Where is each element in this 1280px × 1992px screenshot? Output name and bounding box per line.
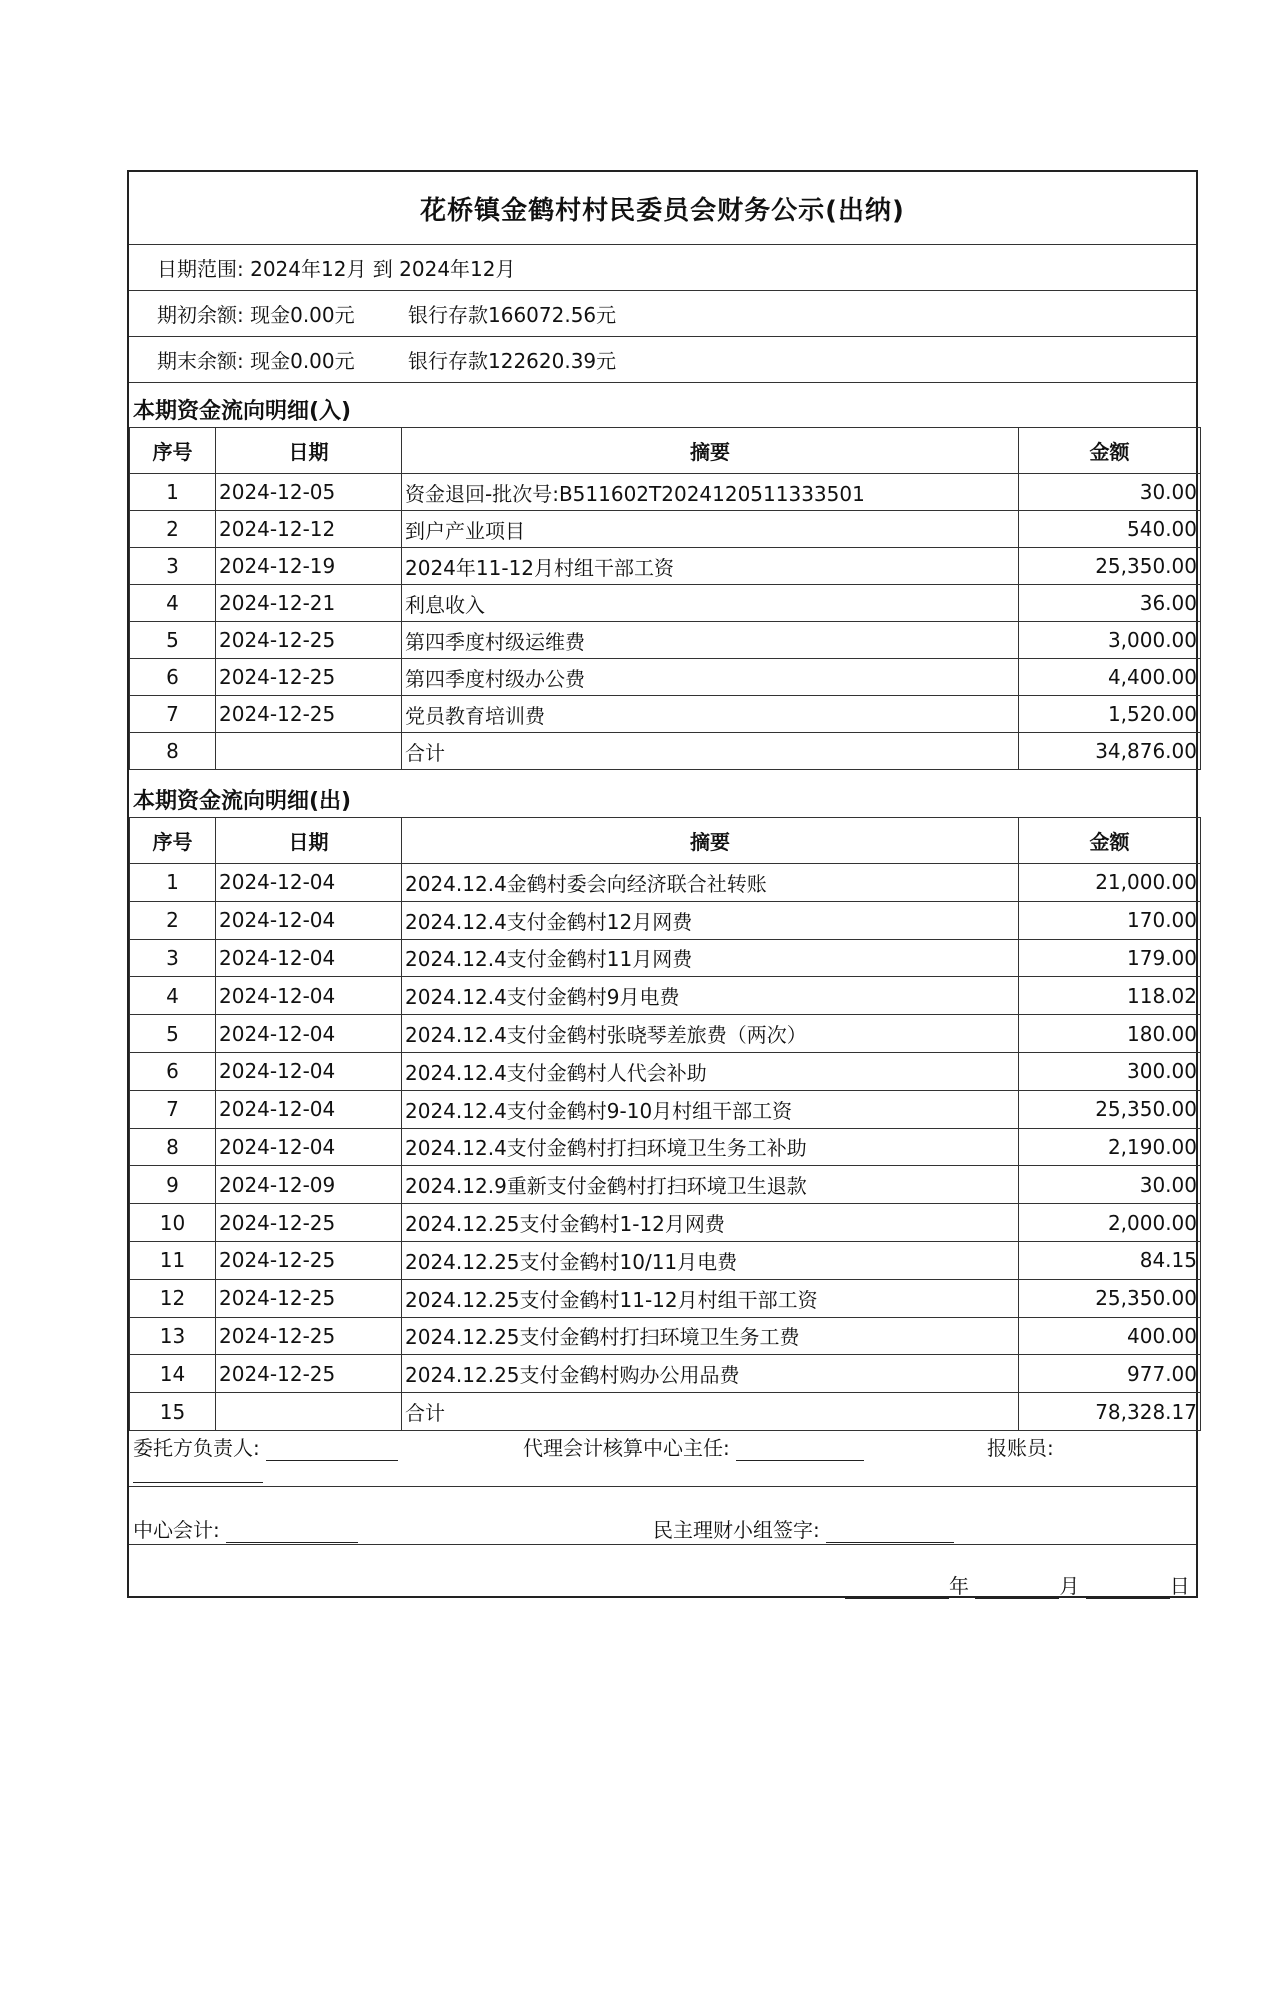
bookkeeper-sign-line [133, 1472, 263, 1483]
row-seq: 4 [130, 977, 216, 1015]
table-row [130, 1204, 1201, 1242]
income-header-row [130, 428, 1201, 474]
header-desc: 摘要 [402, 818, 1019, 864]
row-amount: 84.15 [1019, 1241, 1201, 1279]
header-date: 日期 [216, 818, 402, 864]
table-row [130, 939, 1201, 977]
principal-sign-line [266, 1442, 398, 1461]
day-label: 日 [1169, 1574, 1190, 1598]
table-row [130, 659, 1201, 696]
row-amount: 118.02 [1019, 977, 1201, 1015]
table-row [130, 1128, 1201, 1166]
day-blank [1086, 1580, 1170, 1599]
row-seq: 10 [130, 1204, 216, 1242]
row-date: 2024-12-04 [216, 939, 402, 977]
divider [129, 1486, 1196, 1487]
row-date: 2024-12-04 [216, 1090, 402, 1128]
table-row [130, 864, 1201, 902]
row-desc: 2024.12.25支付金鹤村打扫环境卫生务工费 [402, 1317, 1019, 1355]
date-range-text: 日期范围: 2024年12月 到 2024年12月 [157, 256, 516, 281]
table-row [130, 733, 1201, 770]
row-seq: 7 [130, 696, 216, 733]
principal-signature [133, 1432, 398, 1461]
row-desc: 2024.12.4支付金鹤村9月电费 [402, 977, 1019, 1015]
agent-director-label: 代理会计核算中心主任: [523, 1436, 730, 1460]
row-date [216, 733, 402, 770]
row-amount: 4,400.00 [1019, 659, 1201, 696]
row-date: 2024-12-05 [216, 474, 402, 511]
row-desc: 到户产业项目 [402, 511, 1019, 548]
row-amount: 2,000.00 [1019, 1204, 1201, 1242]
row-seq: 7 [130, 1090, 216, 1128]
row-amount: 540.00 [1019, 511, 1201, 548]
row-amount: 21,000.00 [1019, 864, 1201, 902]
row-desc: 2024.12.4支付金鹤村9-10月村组干部工资 [402, 1090, 1019, 1128]
row-seq: 3 [130, 939, 216, 977]
closing-cash: 期末余额: 现金0.00元 [157, 348, 355, 373]
row-seq: 4 [130, 585, 216, 622]
agent-director-signature [523, 1432, 864, 1461]
row-desc: 2024.12.25支付金鹤村1-12月网费 [402, 1204, 1019, 1242]
row-seq: 9 [130, 1166, 216, 1204]
row-amount: 25,350.00 [1019, 1279, 1201, 1317]
row-date: 2024-12-04 [216, 977, 402, 1015]
row-seq: 8 [130, 1128, 216, 1166]
row-date: 2024-12-25 [216, 659, 402, 696]
header-desc: 摘要 [402, 428, 1019, 474]
democratic-group-signature [653, 1514, 954, 1543]
row-seq: 6 [130, 659, 216, 696]
center-accountant-label: 中心会计: [133, 1518, 220, 1542]
month-label: 月 [1059, 1574, 1080, 1598]
row-desc: 2024.12.4支付金鹤村人代会补助 [402, 1052, 1019, 1090]
row-date [216, 1393, 402, 1431]
expense-section-heading: 本期资金流向明细(出) [133, 789, 352, 814]
row-date: 2024-12-21 [216, 585, 402, 622]
row-date: 2024-12-04 [216, 864, 402, 902]
row-date: 2024-12-12 [216, 511, 402, 548]
header-amount: 金额 [1019, 818, 1201, 864]
row-seq: 3 [130, 548, 216, 585]
date-range-row [129, 244, 1196, 290]
row-desc: 合计 [402, 733, 1019, 770]
row-date: 2024-12-19 [216, 548, 402, 585]
header-seq: 序号 [130, 818, 216, 864]
row-desc: 第四季度村级运维费 [402, 622, 1019, 659]
row-desc: 资金退回-批次号:B511602T2024120511333501 [402, 474, 1019, 511]
income-table [129, 427, 1201, 770]
opening-balance-row [129, 290, 1196, 336]
row-amount: 34,876.00 [1019, 733, 1201, 770]
year-blank [845, 1580, 949, 1599]
table-row [130, 1241, 1201, 1279]
row-desc: 2024.12.4支付金鹤村11月网费 [402, 939, 1019, 977]
divider [129, 382, 1196, 383]
table-row [130, 1052, 1201, 1090]
table-row [130, 585, 1201, 622]
democratic-group-sign-line [826, 1524, 954, 1543]
table-row [130, 901, 1201, 939]
table-row [130, 1090, 1201, 1128]
agent-director-sign-line [736, 1442, 864, 1461]
row-amount: 30.00 [1019, 474, 1201, 511]
divider [129, 1544, 1196, 1545]
expense-header-row [130, 818, 1201, 864]
row-desc: 2024.12.4支付金鹤村张晓琴差旅费（两次） [402, 1015, 1019, 1053]
row-amount: 25,350.00 [1019, 1090, 1201, 1128]
table-row [130, 474, 1201, 511]
row-amount: 180.00 [1019, 1015, 1201, 1053]
row-date: 2024-12-25 [216, 1241, 402, 1279]
row-amount: 36.00 [1019, 585, 1201, 622]
row-seq: 5 [130, 622, 216, 659]
row-date: 2024-12-04 [216, 1052, 402, 1090]
table-row [130, 977, 1201, 1015]
table-row [130, 1317, 1201, 1355]
row-amount: 25,350.00 [1019, 548, 1201, 585]
expense-table [129, 817, 1201, 1431]
row-amount: 170.00 [1019, 901, 1201, 939]
bookkeeper-signature [987, 1432, 1054, 1461]
row-seq: 14 [130, 1355, 216, 1393]
document-title: 花桥镇金鹤村村民委员会财务公示(出纳) [420, 195, 905, 226]
header-date: 日期 [216, 428, 402, 474]
row-seq: 13 [130, 1317, 216, 1355]
month-blank [975, 1580, 1059, 1599]
row-desc: 2024.12.4支付金鹤村12月网费 [402, 901, 1019, 939]
table-row [130, 1279, 1201, 1317]
row-date: 2024-12-25 [216, 1355, 402, 1393]
row-date: 2024-12-25 [216, 622, 402, 659]
header-seq: 序号 [130, 428, 216, 474]
signature-date [845, 1570, 1190, 1599]
table-row [130, 1393, 1201, 1431]
row-date: 2024-12-09 [216, 1166, 402, 1204]
row-seq: 1 [130, 474, 216, 511]
row-amount: 78,328.17 [1019, 1393, 1201, 1431]
income-section-heading: 本期资金流向明细(入) [133, 399, 352, 424]
row-amount: 179.00 [1019, 939, 1201, 977]
table-row [130, 1166, 1201, 1204]
row-amount: 1,520.00 [1019, 696, 1201, 733]
row-seq: 8 [130, 733, 216, 770]
row-amount: 977.00 [1019, 1355, 1201, 1393]
row-desc: 2024.12.25支付金鹤村购办公用品费 [402, 1355, 1019, 1393]
row-seq: 2 [130, 901, 216, 939]
row-date: 2024-12-25 [216, 1279, 402, 1317]
row-seq: 6 [130, 1052, 216, 1090]
row-seq: 15 [130, 1393, 216, 1431]
row-desc: 2024.12.25支付金鹤村10/11月电费 [402, 1241, 1019, 1279]
row-desc: 第四季度村级办公费 [402, 659, 1019, 696]
closing-bank: 银行存款122620.39元 [408, 348, 617, 373]
center-accountant-signature [133, 1514, 358, 1543]
row-date: 2024-12-25 [216, 1317, 402, 1355]
row-amount: 3,000.00 [1019, 622, 1201, 659]
header-amount: 金额 [1019, 428, 1201, 474]
row-seq: 1 [130, 864, 216, 902]
financial-disclosure-document [127, 170, 1198, 1598]
row-desc: 党员教育培训费 [402, 696, 1019, 733]
row-date: 2024-12-04 [216, 1015, 402, 1053]
row-amount: 400.00 [1019, 1317, 1201, 1355]
row-date: 2024-12-04 [216, 901, 402, 939]
row-desc: 2024.12.4金鹤村委会向经济联合社转账 [402, 864, 1019, 902]
row-date: 2024-12-25 [216, 696, 402, 733]
democratic-group-label: 民主理财小组签字: [653, 1518, 820, 1542]
row-seq: 2 [130, 511, 216, 548]
closing-balance-row [129, 336, 1196, 382]
row-desc: 2024年11-12月村组干部工资 [402, 548, 1019, 585]
principal-label: 委托方负责人: [133, 1436, 260, 1460]
table-row [130, 696, 1201, 733]
table-row [130, 548, 1201, 585]
bookkeeper-label: 报账员: [987, 1436, 1054, 1460]
opening-bank: 银行存款166072.56元 [408, 302, 617, 327]
table-row [130, 1015, 1201, 1053]
row-desc: 合计 [402, 1393, 1019, 1431]
row-seq: 5 [130, 1015, 216, 1053]
row-date: 2024-12-25 [216, 1204, 402, 1242]
row-desc: 2024.12.25支付金鹤村11-12月村组干部工资 [402, 1279, 1019, 1317]
table-row [130, 511, 1201, 548]
row-desc: 2024.12.9重新支付金鹤村打扫环境卫生退款 [402, 1166, 1019, 1204]
opening-cash: 期初余额: 现金0.00元 [157, 302, 355, 327]
row-seq: 12 [130, 1279, 216, 1317]
year-label: 年 [949, 1574, 969, 1598]
row-date: 2024-12-04 [216, 1128, 402, 1166]
row-desc: 2024.12.4支付金鹤村打扫环境卫生务工补助 [402, 1128, 1019, 1166]
table-row [130, 1355, 1201, 1393]
row-desc: 利息收入 [402, 585, 1019, 622]
row-amount: 300.00 [1019, 1052, 1201, 1090]
center-accountant-sign-line [226, 1524, 358, 1543]
table-row [130, 622, 1201, 659]
row-seq: 11 [130, 1241, 216, 1279]
row-amount: 30.00 [1019, 1166, 1201, 1204]
row-amount: 2,190.00 [1019, 1128, 1201, 1166]
